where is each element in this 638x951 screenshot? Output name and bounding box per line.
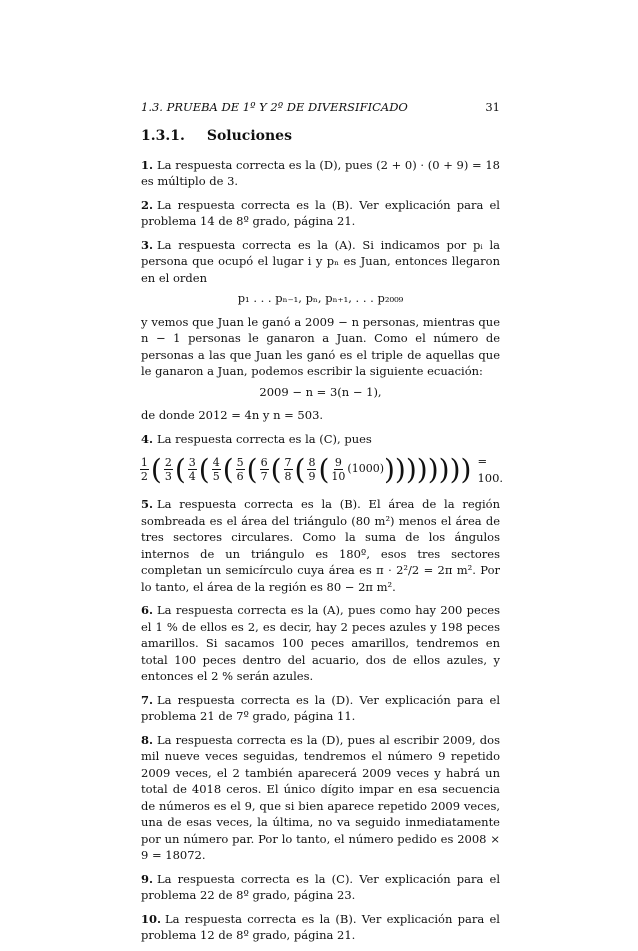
close-paren: ) xyxy=(427,452,439,486)
item-text: La respuesta correcta es la (A), pues como hay 200 peces el 1 % de ellos es 2, es decir, hay 2 peces azules y 198 peces amarillos. Si sacamos 100 peces amarillos, tendremos en total 100 peces dentro del acuario, dos de ellos azules, y entonces el 2 % serán azules. xyxy=(141,603,500,683)
numerator: 9 xyxy=(334,456,342,469)
section-heading xyxy=(141,128,500,145)
item-text: La respuesta correcta es la (A). Si indicamos por pᵢ la persona que ocupó el lugar i y pₙ es Juan, entonces llegaron en el orden xyxy=(141,237,500,285)
fraction xyxy=(212,456,221,483)
fraction xyxy=(307,456,316,483)
item-text: La respuesta correcta es la (D), pues (2 + 0) · (0 + 9) = 18 es múltiplo de 3. xyxy=(141,157,500,188)
item-text: La respuesta correcta es la (B). El área de la región sombreada es el área del triángulo (80 m²) menos el área de tres sectores circulares. Como la suma de los ángulos internos de un triángulo es 180º, esos tres sectores completan un semicírculo cuya área es π · 2²/2 = 2π m². Por lo tanto, el área de la región es 80 − 2π m². xyxy=(141,497,500,594)
numerator: 4 xyxy=(212,456,220,469)
item-number: 2. xyxy=(141,197,154,212)
item-text: La respuesta correcta es la (B). Ver explicación para el problema 14 de 8º grado, página 21. xyxy=(141,197,500,228)
open-paren: ( xyxy=(222,452,234,486)
denominator: 4 xyxy=(188,470,196,483)
header-title: 1.3. PRUEBA DE 1º Y 2º DE DIVERSIFICADO xyxy=(141,100,408,114)
item-text: La respuesta correcta es la (D). Ver explicación para el problema 21 de 7º grado, página 11. xyxy=(141,692,500,723)
section-number: 1.3.1. xyxy=(141,128,185,144)
fraction xyxy=(164,456,173,483)
denominator: 6 xyxy=(236,470,244,483)
close-paren: ) xyxy=(438,452,450,486)
denominator: 10 xyxy=(331,470,346,483)
equation-result: = 100. xyxy=(477,454,504,485)
item-10 xyxy=(141,911,500,944)
open-paren: ( xyxy=(150,452,162,486)
item-number: 7. xyxy=(141,692,154,707)
page-number: 31 xyxy=(485,100,500,114)
fraction xyxy=(236,456,245,483)
denominator: 3 xyxy=(164,470,172,483)
item-text: La respuesta correcta es la (C). Ver explicación para el problema 22 de 8º grado, página 23. xyxy=(141,871,500,902)
item-number: 3. xyxy=(141,237,154,252)
fraction xyxy=(260,456,269,483)
item-number: 1. xyxy=(141,157,154,172)
item-7 xyxy=(141,692,500,725)
numerator: 8 xyxy=(308,456,316,469)
numerator: 3 xyxy=(188,456,196,469)
inner-value: (1000) xyxy=(347,462,384,476)
item-number: 9. xyxy=(141,871,154,886)
item-number: 5. xyxy=(141,497,154,511)
denominator: 5 xyxy=(212,470,220,483)
numerator: 1 xyxy=(140,456,148,469)
item-number: 10. xyxy=(141,911,162,926)
item-2 xyxy=(141,197,500,230)
nested-fraction-equation xyxy=(140,452,504,486)
fraction xyxy=(284,456,293,483)
item-8 xyxy=(141,732,500,864)
numerator: 2 xyxy=(164,456,172,469)
item-number: 8. xyxy=(141,732,154,747)
item-text: La respuesta correcta es la (C), pues xyxy=(157,431,372,446)
running-header xyxy=(141,100,500,114)
item-5 xyxy=(141,496,500,595)
numerator: 6 xyxy=(260,456,268,469)
denominator: 2 xyxy=(140,470,148,483)
close-paren: ) xyxy=(449,452,461,486)
item-number: 6. xyxy=(141,603,154,617)
equation-order: p₁ . . . pₙ₋₁, pₙ, pₙ₊₁, . . . p₂₀₀₉ xyxy=(237,291,404,305)
item-3-cont: y vemos que Juan le ganó a 2009 − n personas, mientras que n − 1 personas le ganaron a Juan. Como el número de personas a las que Juan les ganó es el triple de aquellas que le ganaron a Juan, podemos escribir la siguiente ecuación: xyxy=(141,314,500,378)
content xyxy=(140,128,504,951)
close-paren: ) xyxy=(416,452,428,486)
fraction xyxy=(331,456,345,483)
denominator: 8 xyxy=(284,470,292,483)
close-paren: ) xyxy=(405,452,417,486)
fraction xyxy=(140,456,149,483)
open-paren: ( xyxy=(246,452,258,486)
open-paren: ( xyxy=(198,452,210,486)
open-paren: ( xyxy=(270,452,282,486)
numerator: 5 xyxy=(236,456,244,469)
item-3 xyxy=(141,237,500,287)
section-title: Soluciones xyxy=(206,128,292,144)
numerator: 7 xyxy=(284,456,292,469)
close-paren: ) xyxy=(383,452,395,486)
open-paren: ( xyxy=(318,452,330,486)
open-paren: ( xyxy=(174,452,186,486)
close-paren: ) xyxy=(460,452,472,486)
item-text: La respuesta correcta es la (D), pues al escribir 2009, dos mil nueve veces seguidas, tendremos el número 9 repetido 2009 veces, el 2 también aparecerá 2009 veces y habrá un total de 4018 ceros. El único dígito impar en esa secuencia de números es el 9, que si bien aparece repetido 2009 veces, una de esas veces, la última, no va seguido inmediatamente por un número par. Por lo tanto, el número pedido es 2008 × 9 = 18072. xyxy=(141,732,500,862)
item-9 xyxy=(141,871,500,904)
fraction xyxy=(188,456,197,483)
denominator: 9 xyxy=(308,470,316,483)
item-3-end: de donde 2012 = 4n y n = 503. xyxy=(141,408,324,422)
item-1 xyxy=(141,157,500,190)
item-6 xyxy=(141,602,500,685)
item-4 xyxy=(141,431,500,448)
item-text: La respuesta correcta es la (B). Ver explicación para el problema 12 de 8º grado, página 21. xyxy=(141,911,500,942)
denominator: 7 xyxy=(260,470,268,483)
open-paren: ( xyxy=(294,452,306,486)
item-number: 4. xyxy=(141,431,154,446)
equation-juan: 2009 − n = 3(n − 1), xyxy=(259,384,382,399)
close-paren: ) xyxy=(394,452,406,486)
